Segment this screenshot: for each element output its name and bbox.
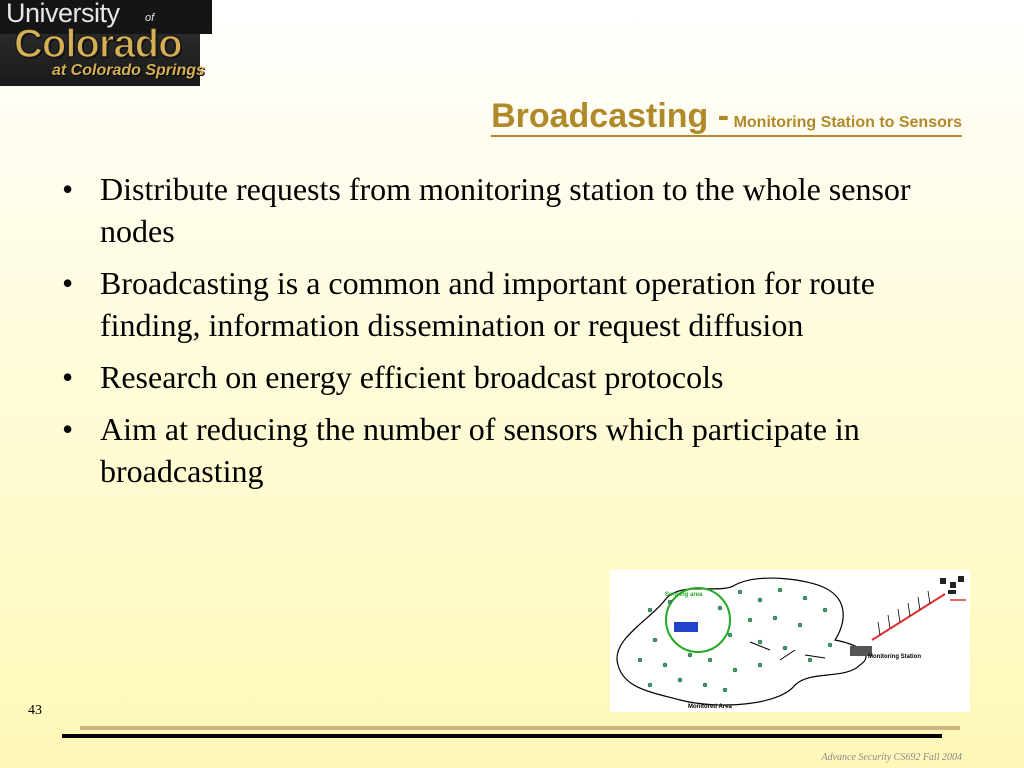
bullet-marker: •: [62, 359, 74, 395]
broadcast-diagram: [610, 570, 970, 712]
university-logo: [0, 0, 212, 86]
bullet-list: [62, 168, 942, 502]
bullet-item: [62, 168, 942, 252]
bullet-item: [62, 356, 942, 398]
slide-number: 43: [28, 703, 42, 718]
bullet-marker: •: [62, 265, 74, 301]
footer-rule-black: [62, 734, 942, 738]
sensor-nodes: [638, 588, 832, 692]
cluster-node: [674, 622, 698, 632]
logo-campus-text: at Colorado Springs: [52, 62, 205, 79]
bullet-text: Distribute requests from monitoring station to the whole sensor nodes: [100, 171, 911, 249]
bullet-marker: •: [62, 411, 74, 447]
bullet-item: [62, 262, 942, 346]
bullet-text: Aim at reducing the number of sensors which participate in broadcasting: [100, 411, 860, 489]
bullet-text: Broadcasting is a common and important operation for route finding, information dissemination or request diffusion: [100, 265, 875, 343]
slide-title-subtitle: Monitoring Station to Sensors: [733, 114, 962, 131]
logo-of-text: of: [145, 12, 155, 24]
monitoring-station-label: Monitoring Station: [868, 654, 921, 660]
transmission-line: [872, 594, 945, 640]
bullet-marker: •: [62, 171, 74, 207]
logo-colorado-text: Colorado: [14, 22, 182, 66]
antenna-rays: [878, 591, 930, 635]
footer-rule-gold: [80, 726, 960, 730]
logo-university-text: University: [6, 0, 120, 28]
bullet-item: [62, 408, 942, 492]
sensing-area-label: Sensing area: [665, 592, 703, 598]
footer-text: Advance Security CS692 Fall 2004: [821, 752, 962, 763]
monitored-area-label: Monitored Area: [688, 704, 732, 710]
slide-title-main: Broadcasting -: [491, 97, 730, 135]
forwarding-arrows: [750, 642, 825, 660]
bullet-text: Research on energy efficient broadcast protocols: [100, 359, 724, 395]
broadcast-diagram-svg: [610, 570, 970, 712]
slide-title: [491, 98, 962, 137]
satellite: [940, 576, 964, 594]
